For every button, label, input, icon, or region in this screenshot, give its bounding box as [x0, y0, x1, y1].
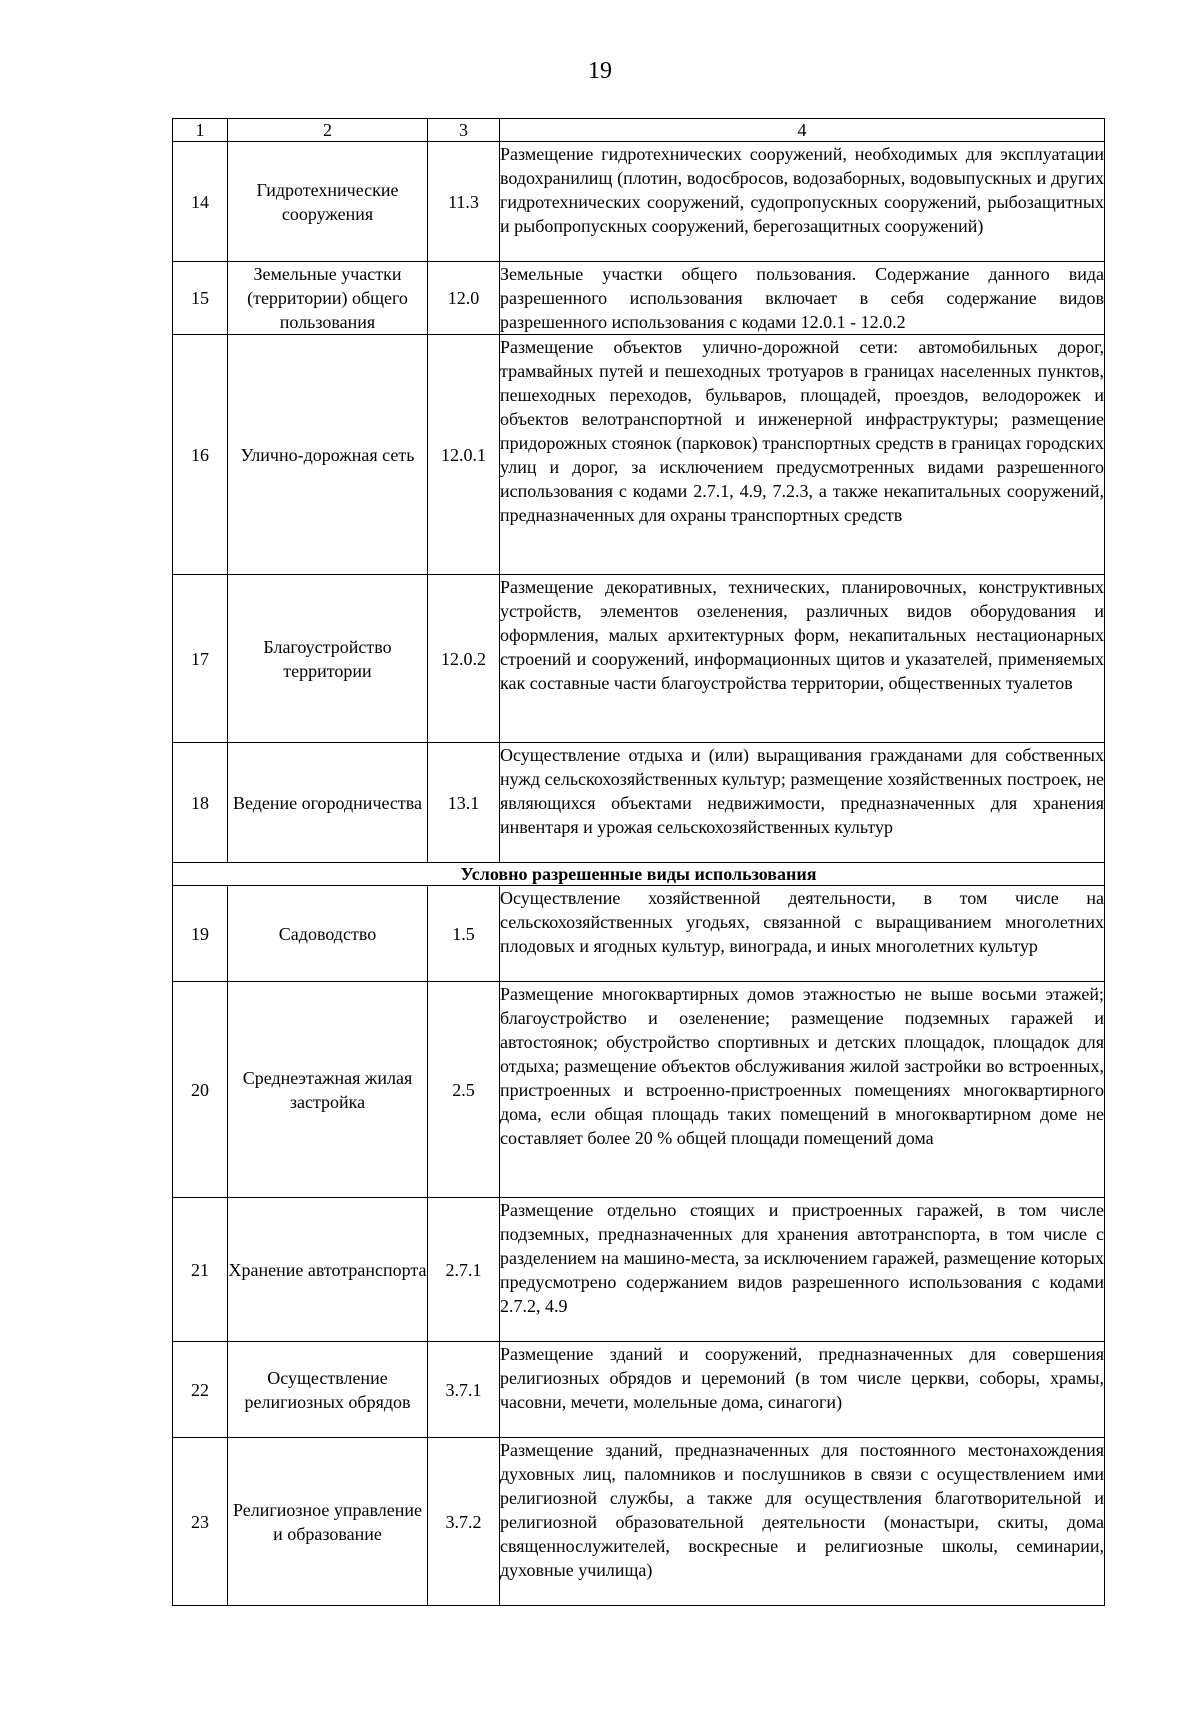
use-type-description: Осуществление отдыха и (или) выращивания гражданами для собственных нужд сельскохозяйственных культур; размещение хозяйственных построек, не являющихся объектами недвижимости, предназначенных для хранения инвентаря и урожая сельскохозяйственных культур	[500, 743, 1105, 863]
row-number: 15	[173, 262, 228, 335]
use-type-code: 2.5	[428, 982, 500, 1198]
row-number: 16	[173, 335, 228, 575]
page-number: 19	[588, 58, 612, 84]
use-type-name: Садоводство	[228, 886, 428, 982]
row-number: 18	[173, 743, 228, 863]
use-type-code: 12.0	[428, 262, 500, 335]
use-type-description: Размещение гидротехнических сооружений, необходимых для эксплуатации водохранилищ (плотин, водосбросов, водозаборных, водовыпускных и других гидротехнических сооружений, судопропускных сооружений, рыбозащитных и рыбопропускных сооружений, берегозащитных сооружений)	[500, 142, 1105, 262]
use-type-name: Религиозное управление и образование	[228, 1438, 428, 1606]
use-type-description: Осуществление хозяйственной деятельности, в том числе на сельскохозяйственных угодьях, связанной с выращиванием многолетних плодовых и ягодных культур, винограда, и иных многолетних культур	[500, 886, 1105, 982]
row-number: 21	[173, 1198, 228, 1342]
row-number: 17	[173, 575, 228, 743]
row-number: 14	[173, 142, 228, 262]
land-use-table	[172, 118, 1105, 1606]
use-type-code: 1.5	[428, 886, 500, 982]
use-type-description: Размещение объектов улично-дорожной сети: автомобильных дорог, трамвайных путей и пешеходных тротуаров в границах населенных пунктов, пешеходных переходов, бульваров, площадей, проездов, велодорожек и объектов велотранспортной и инженерной инфраструктуры; размещение придорожных стоянок (парковок) транспортных средств в границах городских улиц и дорог, за исключением предусмотренных видами разрешенного использования с кодами 2.7.1, 4.9, 7.2.3, а также некапитальных сооружений, предназначенных для охраны транспортных средств	[500, 335, 1105, 575]
table-row	[173, 982, 1105, 1198]
row-number: 20	[173, 982, 228, 1198]
use-type-description: Размещение отдельно стоящих и пристроенных гаражей, в том числе подземных, предназначенных для хранения автотранспорта, в том числе с разделением на машино-места, за исключением гаражей, размещение которых предусмотрено содержанием видов разрешенного использования с кодами 2.7.2, 4.9	[500, 1198, 1105, 1342]
header-col-4: 4	[500, 119, 1105, 142]
use-type-code: 3.7.1	[428, 1342, 500, 1438]
use-type-description: Земельные участки общего пользования. Содержание данного вида разрешенного использования включает в себя содержание видов разрешенного использования с кодами 12.0.1 - 12.0.2	[500, 262, 1105, 335]
table-row	[173, 335, 1105, 575]
use-type-name: Осуществление религиозных обрядов	[228, 1342, 428, 1438]
use-type-code: 3.7.2	[428, 1438, 500, 1606]
header-col-3: 3	[428, 119, 500, 142]
use-type-name: Хранение автотранспорта	[228, 1198, 428, 1342]
table-row	[173, 262, 1105, 335]
use-type-code: 11.3	[428, 142, 500, 262]
table-row	[173, 1198, 1105, 1342]
table-header-row	[173, 119, 1105, 142]
table-row	[173, 886, 1105, 982]
table-row	[173, 1438, 1105, 1606]
use-type-name: Среднеэтажная жилая застройка	[228, 982, 428, 1198]
use-type-name: Земельные участки (территории) общего пользования	[228, 262, 428, 335]
section-row	[173, 863, 1105, 886]
use-type-description: Размещение зданий, предназначенных для постоянного местонахождения духовных лиц, паломников и послушников в связи с осуществлением ими религиозной службы, а также для осуществления благотворительной и религиозной образовательной деятельности (монастыри, скиты, дома священнослужителей, воскресные и религиозные школы, семинарии, духовные училища)	[500, 1438, 1105, 1606]
table-row	[173, 575, 1105, 743]
table-row	[173, 1342, 1105, 1438]
use-type-name: Благоустройство территории	[228, 575, 428, 743]
use-type-name: Улично-дорожная сеть	[228, 335, 428, 575]
section-title: Условно разрешенные виды использования	[173, 863, 1105, 886]
use-type-description: Размещение многоквартирных домов этажностью не выше восьми этажей; благоустройство и озеленение; размещение подземных гаражей и автостоянок; обустройство спортивных и детских площадок, площадок для отдыха; размещение объектов обслуживания жилой застройки во встроенных, пристроенных и встроенно-пристроенных помещениях многоквартирного дома, если общая площадь таких помещений в многоквартирном доме не составляет более 20 % общей площади помещений дома	[500, 982, 1105, 1198]
row-number: 22	[173, 1342, 228, 1438]
use-type-description: Размещение зданий и сооружений, предназначенных для совершения религиозных обрядов и церемоний (в том числе церкви, соборы, храмы, часовни, мечети, молельные дома, синагоги)	[500, 1342, 1105, 1438]
row-number: 19	[173, 886, 228, 982]
use-type-name: Ведение огородничества	[228, 743, 428, 863]
header-col-2: 2	[228, 119, 428, 142]
use-type-description: Размещение декоративных, технических, планировочных, конструктивных устройств, элементов озеленения, различных видов оборудования и оформления, малых архитектурных форм, некапитальных нестационарных строений и сооружений, информационных щитов и указателей, применяемых как составные части благоустройства территории, общественных туалетов	[500, 575, 1105, 743]
use-type-code: 13.1	[428, 743, 500, 863]
row-number: 23	[173, 1438, 228, 1606]
use-type-code: 2.7.1	[428, 1198, 500, 1342]
use-type-name: Гидротехнические сооружения	[228, 142, 428, 262]
table-row	[173, 743, 1105, 863]
use-type-code: 12.0.1	[428, 335, 500, 575]
header-col-1: 1	[173, 119, 228, 142]
table-row	[173, 142, 1105, 262]
use-type-code: 12.0.2	[428, 575, 500, 743]
